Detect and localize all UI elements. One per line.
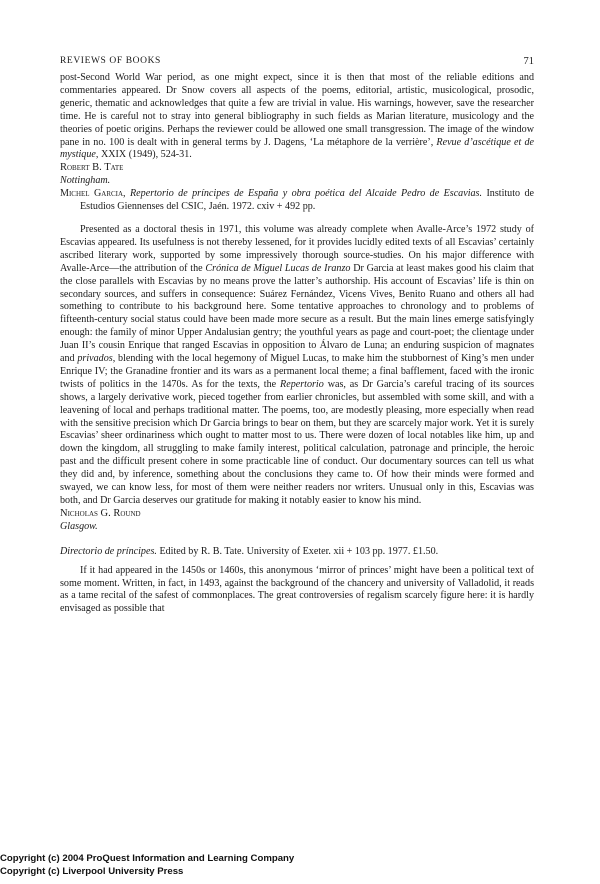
review3-book-title: Directorio de príncipes. bbox=[60, 545, 157, 557]
review1-place: Nottingham. bbox=[60, 175, 111, 187]
review3-heading bbox=[60, 546, 534, 559]
review2-author: Michel Garcia, bbox=[60, 188, 126, 200]
copyright-line-2: Copyright (c) Liverpool University Press bbox=[0, 866, 184, 877]
review2-signature: Nicholas G. Round bbox=[60, 507, 141, 519]
copyright-line-1: Copyright (c) 2004 ProQuest Information and Learning Company bbox=[0, 853, 295, 864]
review3-details: Edited by R. B. Tate. University of Exeter. xii + 103 pp. 1977. £1.50. bbox=[159, 545, 439, 557]
page-number: 71 bbox=[523, 56, 534, 67]
review2-book-title: Repertorio de príncipes de España y obra poética del Alcaide Pedro de Escavias. bbox=[130, 188, 483, 200]
review2-heading bbox=[60, 188, 534, 214]
running-head bbox=[60, 56, 534, 70]
review1-closing-paragraph: post-Second World War period, as one might expect, since it is then that most of the reliable editions and commentaries appeared. Dr Snow covers all aspects of the poems, editorial, artistic, musicological, prosodic, generic, thematic and acknowledges that quite a few are trivial in value. His warnings, however, save the researcher time. He is careful not to stray into general bibliography in such fields as Marian literature, musicology and the theories of poetic origins. Perhaps the reviewer could be allowed one small transgression. The image of the window pane in no. 100 is dealt with in general terms by J. Dagens, ‘La métaphore de la verrière’, Revue d’ascétique et de mystique, XXIX (1949), 524-31. bbox=[60, 72, 534, 161]
review2-paragraph: Presented as a doctoral thesis in 1971, this volume was already complete when Avalle-Arce’s 1972 study of Escavias appeared. Its usefulness is not thereby lessened, for it provides lucidly edited texts of all Escavias’ certainly ascribed literary work, supported by some impressively thorough source-studies. On his major difference with Avalle-Arce—the attribution of the Crónica de Miguel Lucas de Iranzo Dr Garcia at least makes good his claim that the close parallels with Escavias by no means prove the latter’s authorship. His account of Escavias’ life is thin on secondary sources, and suffers in consequence: Suárez Fernández, Vicens Vives, Benito Ruano and others all had something to contribute to his background here. Some tentative approaches to chronology and to problems of fifteenth-century social status could have been made more secure as a result. But the main lines emerge satisfyingly enough: the family of minor Upper Andalusian gentry; the youthful years as page and court-poet; the clientage under Juan II’s cousin Enrique that ranged Escavias in opposition to Álvaro de Luna; an enduring suspicion of magnates and privados, blending with the local hegemony of Miguel Lucas, to make him the stubbornest of King’s men under Enrique IV; the Granadine frontier and its wars as a permanent local theme; a final bafflement, faced with the ironic twists of politics in the 1470s. As for the texts, the Repertorio was, as Dr Garcia’s careful tracing of its sources shows, a largely derivative work, pieced together from earlier chronicles, but assembled with some skill, and with a leavening of local and perhaps traditional matter. The poems, too, are modestly pleasing, more especially when read with the sensitive precision which Dr Garcia brings to bear on them, but they are scarcely major work. Yet it is surely Escavias’ sheer ordinariness which ought to matter most to us. There were dozen of local notables like him, up and down the kingdom, all struggling to make family interest, political calculation, patronage and principle, the heroic past and the difficult present cohere in some practicable line of conduct. Our documentary sources can tell us what they did and, by inference, something about the conclusions they came to. Of how their minds were formed and swayed, we can know less, for most of them were neither readers nor writers. Unusual only in this, Escavias was both, and Dr Garcia deserves our gratitude for making it notably easier to know his mind. bbox=[60, 223, 535, 506]
page-body bbox=[60, 72, 534, 616]
review2-publisher: Instituto de Estudios Giennenses del CSIC, Jaén. 1972. cxiv + 492 pp. bbox=[80, 188, 535, 213]
journal-title: Revue d’ascétique et de mystique bbox=[60, 136, 534, 161]
copyright-notice bbox=[0, 852, 600, 878]
review3-paragraph: If it had appeared in the 1450s or 1460s, this anonymous ‘mirror of princes’ might have been a political text of some moment. Written, in fact, in 1493, against the background of the chancery and university of Valladolid, it reads as a tame recital of the safest of commonplaces. The great controversies of regalism scarcely figure here: it is hardly envisaged as possible that bbox=[60, 564, 534, 615]
review1-signature: Robert B. Tate bbox=[60, 162, 124, 174]
review2-place: Glasgow. bbox=[60, 520, 98, 532]
running-head-title: REVIEWS OF BOOKS bbox=[60, 56, 161, 66]
